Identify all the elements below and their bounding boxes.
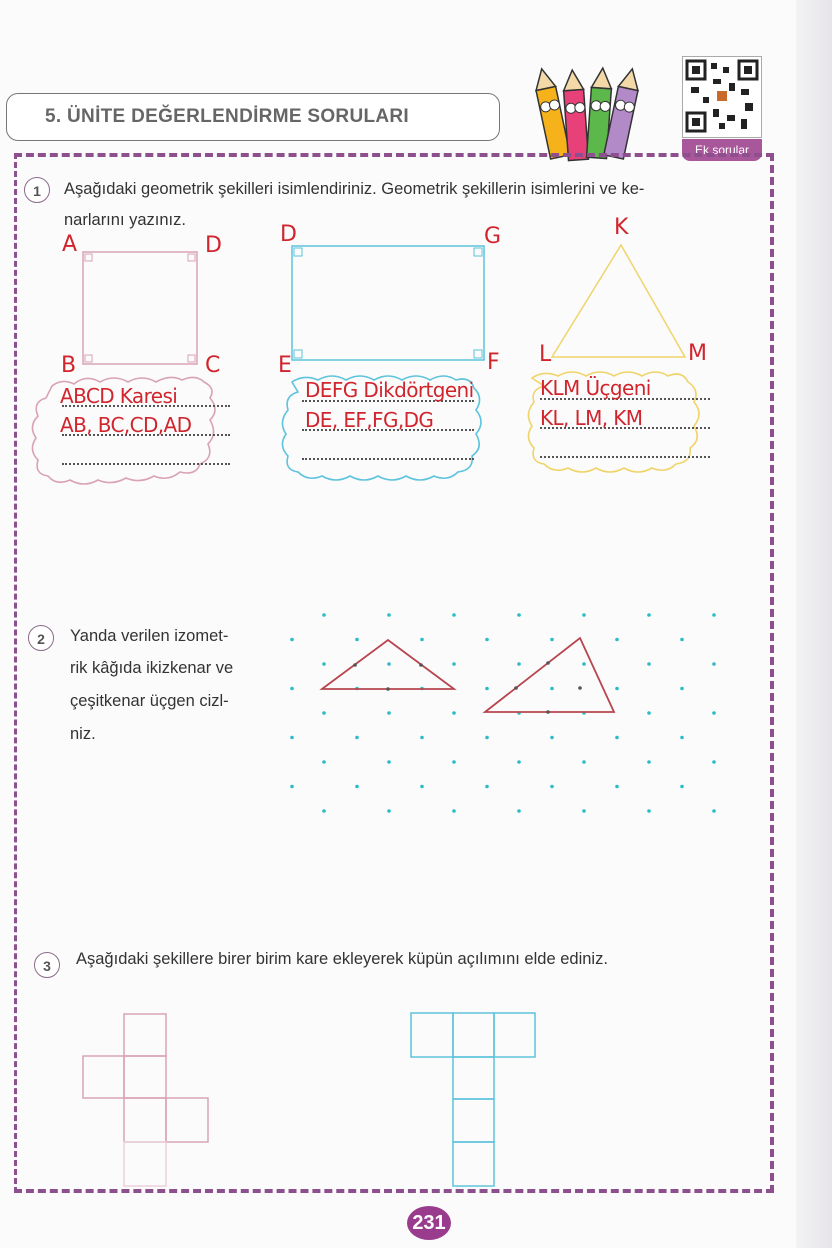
question-2-text-line4: niz. (70, 725, 96, 743)
question-2-number: 2 (28, 625, 54, 651)
vertex-label: L (539, 342, 552, 367)
question-2-text-line3: çeşitkenar üçgen cizl- (70, 692, 229, 710)
rectangle-name-answer: DEFG Dikdörtgeni (305, 378, 474, 402)
blue-cube-net (411, 1013, 535, 1186)
vertex-label: B (61, 353, 77, 378)
question-2-text-line2: rik kâğıda ikizkenar ve (70, 659, 234, 677)
question-1-text-line2: narlarını yazınız. (64, 211, 186, 229)
question-3-number: 3 (34, 952, 60, 978)
vertex-label: C (205, 353, 221, 378)
square-name-answer: ABCD Karesi (60, 384, 178, 408)
square-edges-answer: AB, BC,CD,AD (60, 413, 192, 437)
vertex-label: F (487, 350, 500, 375)
vertex-label: D (280, 222, 297, 247)
vertex-label: D (205, 233, 222, 258)
vertex-label: E (278, 353, 292, 378)
vertex-label: G (484, 224, 502, 249)
question-2-text-line1: Yanda verilen izomet- (70, 627, 229, 645)
question-1-number: 1 (24, 177, 50, 203)
pink-cube-net (83, 1014, 208, 1186)
unit-title: 5. ÜNİTE DEĞERLENDİRME SORULARI (45, 106, 409, 127)
page-number: 231 (407, 1206, 451, 1240)
vertex-label: K (614, 215, 629, 240)
vertex-label: A (62, 232, 78, 257)
qr-label[interactable]: Ek sorular (682, 139, 762, 161)
triangle-edges-answer: KL, LM, KM (540, 406, 643, 430)
question-3-text: Aşağıdaki şekillere birer birim kare ekleyerek küpün açılımını elde ediniz. (76, 950, 608, 968)
triangle-name-answer: KLM Üçgeni (540, 376, 651, 400)
vertex-label: M (688, 341, 707, 366)
question-1-text-line1: Aşağıdaki geometrik şekilleri isimlendiriniz. Geometrik şekillerin isimlerini ve ke- (64, 180, 645, 198)
rectangle-edges-answer: DE, EF,FG,DG (305, 408, 434, 432)
